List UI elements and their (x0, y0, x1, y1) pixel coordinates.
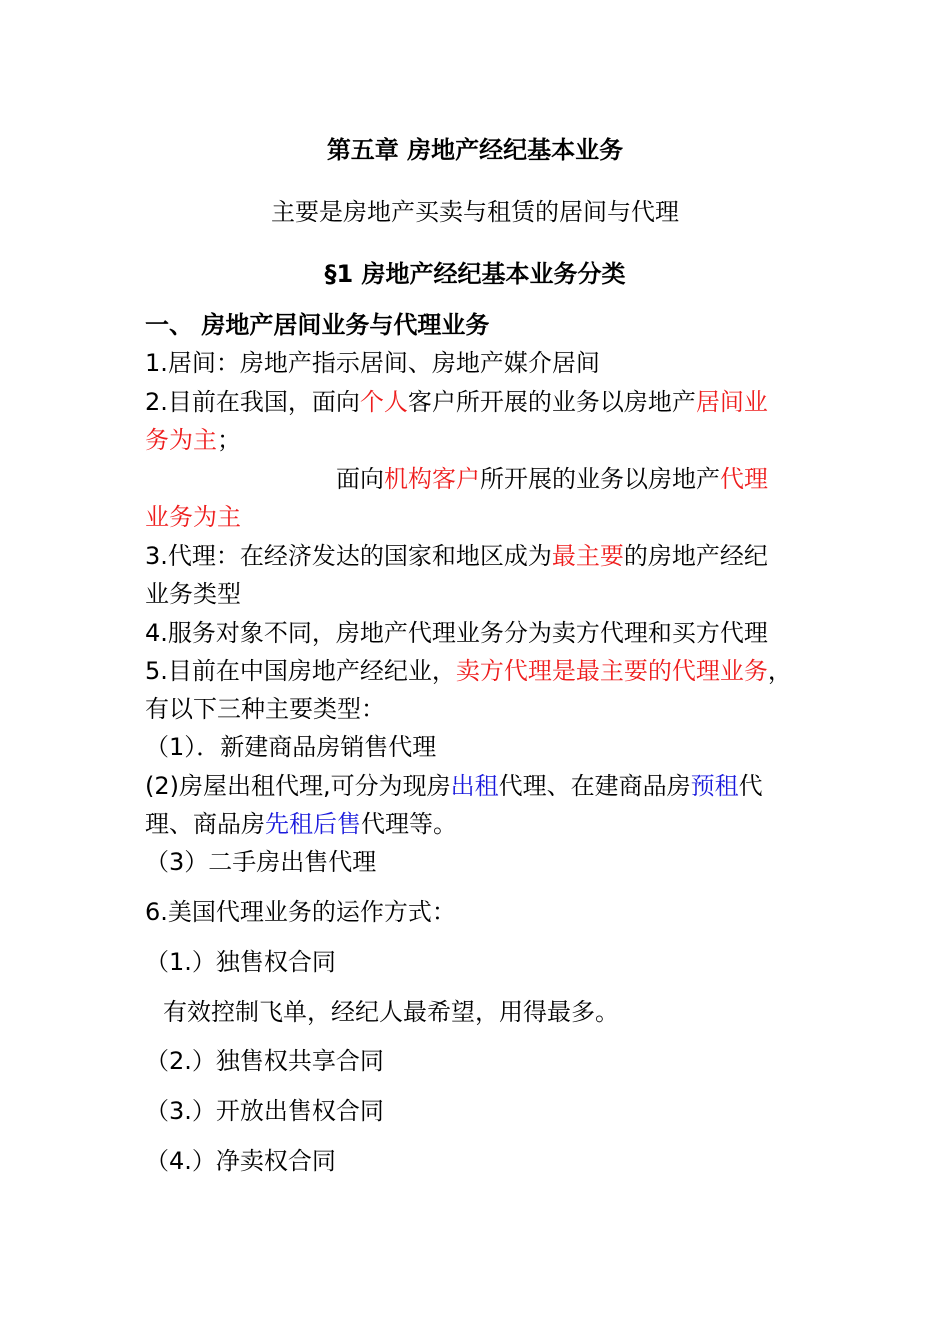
paragraph-2b-line-2: 业务为主 (145, 503, 241, 531)
t2-highlight-prerent: 预租 (690, 772, 739, 800)
p5-text: ， (767, 657, 792, 685)
t2-text: 代 (738, 772, 763, 800)
chapter-subtitle: 主要是房地产买卖与租赁的居间与代理 (271, 198, 679, 226)
p2b-highlight-institution: 机构客户 (384, 465, 480, 493)
paragraph-3-line-2: 业务类型 (145, 580, 241, 608)
p3-highlight-main: 最主要 (551, 542, 624, 570)
paragraph-4: 4.服务对象不同，房地产代理业务分为卖方代理和买方代理 (145, 619, 768, 647)
t2-text: (2)房屋出租代理,可分为现房 (145, 772, 451, 800)
t2-text: 代理、在建商品房 (498, 772, 691, 800)
p2-highlight-individual: 个人 (359, 388, 408, 416)
paragraph-2-line-2 (145, 424, 241, 456)
p2-text: ； (217, 426, 241, 454)
t2-text: 理、商品房 (145, 810, 265, 838)
t2-highlight-rent: 出租 (450, 772, 499, 800)
paragraph-2-line-1 (145, 386, 768, 418)
p5-highlight-seller-agency: 卖方代理是最主要的代理业务 (455, 657, 768, 685)
p2-highlight-brokerage-cont: 务为主 (145, 426, 217, 454)
p3-text: 3.代理：在经济发达的国家和地区成为 (145, 542, 552, 570)
type-2-line-1 (145, 770, 763, 802)
paragraph-3-line-1 (145, 540, 768, 572)
part-heading: 一、 房地产居间业务与代理业务 (145, 311, 490, 339)
type-1: （1）．新建商品房销售代理 (145, 733, 437, 761)
method-1: （1.）独售权合同 (145, 948, 336, 976)
p3-text: 的房地产经纪 (623, 542, 768, 570)
method-1-note: 有效控制飞单，经纪人最希望，用得最多。 (163, 998, 619, 1026)
p2-highlight-brokerage: 居间业 (695, 388, 768, 416)
p2b-text: 面向 (336, 465, 384, 493)
type-3: （3）二手房出售代理 (145, 848, 377, 876)
p5-text: 5.目前在中国房地产经纪业， (145, 657, 456, 685)
p2-text: 客户所开展的业务以房地产 (407, 388, 696, 416)
type-2-line-2 (145, 808, 457, 840)
paragraph-5-line-2: 有以下三种主要类型： (145, 695, 385, 723)
method-3: （3.）开放出售权合同 (145, 1097, 384, 1125)
p2b-highlight-agency: 代理 (720, 465, 768, 493)
paragraph-1: 1.居间：房地产指示居间、房地产媒介居间 (145, 349, 600, 377)
p2b-text: 所开展的业务以房地产 (480, 465, 720, 493)
paragraph-2b-line-1 (336, 463, 768, 495)
paragraph-5-line-1 (145, 655, 792, 687)
p2-text: 2.目前在我国，面向 (145, 388, 360, 416)
paragraph-6: 6.美国代理业务的运作方式： (145, 898, 456, 926)
chapter-title: 第五章 房地产经纪基本业务 (326, 136, 624, 164)
method-2: （2.）独售权共享合同 (145, 1047, 384, 1075)
section-heading: §1 房地产经纪基本业务分类 (324, 260, 626, 288)
t2-highlight-rent-then-sell: 先租后售 (265, 810, 361, 838)
t2-text: 代理等。 (361, 810, 457, 838)
method-4: （4.）净卖权合同 (145, 1147, 336, 1175)
